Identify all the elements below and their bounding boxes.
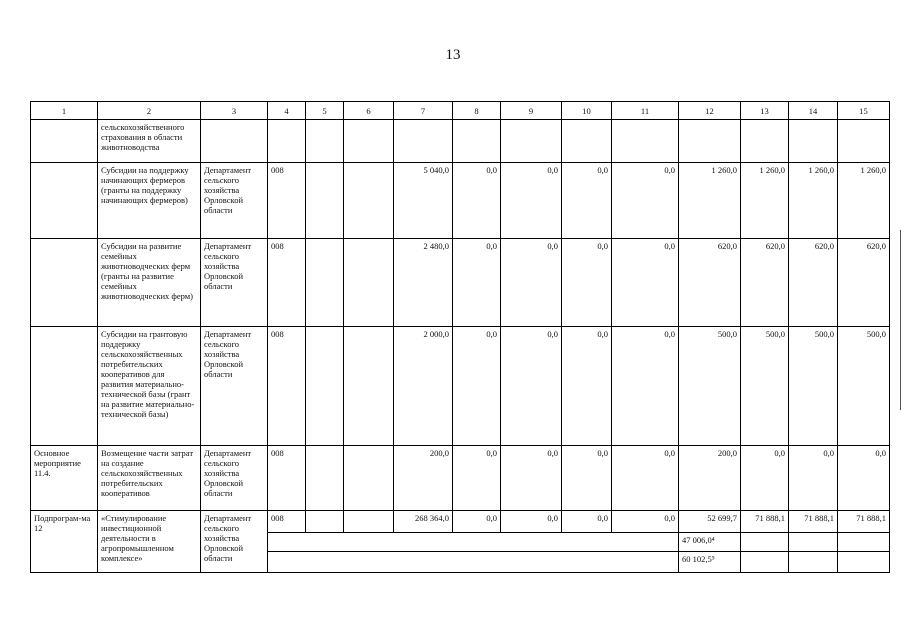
cell-code [268,120,306,163]
cell-value: 0,0 [453,511,501,533]
cell-value: 1 260,0 [741,163,789,239]
column-header: 9 [501,102,562,120]
cell-value: 0,0 [562,327,612,446]
cell-value [838,120,890,163]
cell-value: 71 888,1 [838,511,890,533]
table-row [31,327,890,446]
cell-value: 1 260,0 [838,163,890,239]
cell-event [31,327,98,446]
cell-description: сельскохозяйственного страхования в области животноводства [98,120,201,163]
cell-code: 008 [268,163,306,239]
cell-value: 200,0 [679,446,741,511]
cell-empty [344,446,394,511]
cell-value: 500,0 [741,327,789,446]
cell-executor [201,120,268,163]
cell-value: 0,0 [789,446,838,511]
page-number: 13 [445,47,461,63]
column-header: 4 [268,102,306,120]
cell-value: 0,0 [612,446,679,511]
column-header: 3 [201,102,268,120]
budget-table [30,101,890,573]
cell-value: 0,0 [741,446,789,511]
cell-empty [268,533,679,552]
cell-empty [306,511,344,533]
cell-empty [344,327,394,446]
column-header: 1 [31,102,98,120]
cell-value: 0,0 [612,327,679,446]
cell-total: 2 480,0 [394,239,453,327]
cell-value: 0,0 [453,446,501,511]
cell-code: 008 [268,511,306,533]
cell-empty [344,120,394,163]
table-row [31,446,890,511]
cell-description: Возмещение части затрат на создание сельскохозяйственных потребительских кооперативов [98,446,201,511]
cell-value [789,120,838,163]
cell-total: 5 040,0 [394,163,453,239]
cell-code: 008 [268,327,306,446]
cell-total: 2 000,0 [394,327,453,446]
cell-value: 0,0 [501,511,562,533]
cell-value: 0,0 [612,239,679,327]
cell-value: 0,0 [562,511,612,533]
cell-empty [306,446,344,511]
cell-event [31,163,98,239]
cell-event [31,239,98,327]
cell-code: 008 [268,239,306,327]
cell-description: Субсидии на поддержку начинающих фермеров (гранты на поддержку начинающих фермеров) [98,163,201,239]
cell-value [679,120,741,163]
cell-value-sub: 60 102,5⁵ [679,552,741,573]
cell-executor: Департамент сельского хозяйства Орловской области [201,163,268,239]
cell-empty [789,552,838,573]
cell-description: Субсидии на развитие семейных животноводческих ферм (гранты на развитие семейных животноводческих ферм) [98,239,201,327]
column-header: 12 [679,102,741,120]
cell-executor: Департамент сельского хозяйства Орловской области [201,327,268,446]
cell-value: 620,0 [741,239,789,327]
table-row [31,120,890,163]
cell-event: Основное мероприятие 11.4. [31,446,98,511]
cell-value: 1 260,0 [679,163,741,239]
cell-value: 71 888,1 [741,511,789,533]
cell-value: 52 699,7 [679,511,741,533]
cell-value [501,120,562,163]
cell-value [453,120,501,163]
cell-value: 620,0 [789,239,838,327]
cell-value: 0,0 [453,163,501,239]
cell-empty [344,511,394,533]
cell-empty [306,120,344,163]
cell-empty [789,533,838,552]
table-row [31,511,890,533]
cell-empty [306,327,344,446]
column-header: 15 [838,102,890,120]
cell-description: «Стимулирование инвестиционной деятельности в агропромышленном комплексе» [98,511,201,573]
cell-event: Подпрограм-ма 12 [31,511,98,573]
cell-value: 620,0 [679,239,741,327]
cell-empty [838,552,890,573]
cell-total: 268 364,0 [394,511,453,533]
table-row [31,163,890,239]
column-header: 5 [306,102,344,120]
cell-empty [741,533,789,552]
column-header: 6 [344,102,394,120]
cell-value: 0,0 [501,327,562,446]
cell-empty [838,533,890,552]
cell-value [612,120,679,163]
cell-code: 008 [268,446,306,511]
column-header: 11 [612,102,679,120]
scan-edge-line [900,230,901,410]
cell-value: 0,0 [612,163,679,239]
column-header: 14 [789,102,838,120]
cell-empty [741,552,789,573]
column-header: 13 [741,102,789,120]
cell-value: 500,0 [838,327,890,446]
cell-total: 200,0 [394,446,453,511]
cell-value: 0,0 [453,327,501,446]
cell-total [394,120,453,163]
cell-executor: Департамент сельского хозяйства Орловской области [201,239,268,327]
cell-executor: Департамент сельского хозяйства Орловской области [201,511,268,573]
column-number-row [31,102,890,120]
cell-empty [344,239,394,327]
cell-value [562,120,612,163]
cell-value: 0,0 [453,239,501,327]
cell-value: 500,0 [789,327,838,446]
cell-value: 0,0 [612,511,679,533]
cell-value: 1 260,0 [789,163,838,239]
cell-empty [268,552,679,573]
cell-value: 71 888,1 [789,511,838,533]
cell-value: 500,0 [679,327,741,446]
cell-event [31,120,98,163]
table-row [31,239,890,327]
column-header: 10 [562,102,612,120]
cell-value: 0,0 [838,446,890,511]
cell-value: 0,0 [501,446,562,511]
cell-value: 0,0 [501,163,562,239]
cell-executor: Департамент сельского хозяйства Орловской области [201,446,268,511]
column-header: 7 [394,102,453,120]
cell-value [741,120,789,163]
cell-value: 620,0 [838,239,890,327]
cell-value-sub: 47 006,0⁴ [679,533,741,552]
cell-empty [306,163,344,239]
cell-value: 0,0 [562,446,612,511]
cell-empty [306,239,344,327]
cell-description: Субсидии на грантовую поддержку сельскохозяйственных потребительских кооперативов для развития материально-технической базы (грант на развитие материально-технической базы) [98,327,201,446]
cell-value: 0,0 [562,163,612,239]
cell-value: 0,0 [562,239,612,327]
column-header: 8 [453,102,501,120]
cell-empty [344,163,394,239]
cell-value: 0,0 [501,239,562,327]
column-header: 2 [98,102,201,120]
